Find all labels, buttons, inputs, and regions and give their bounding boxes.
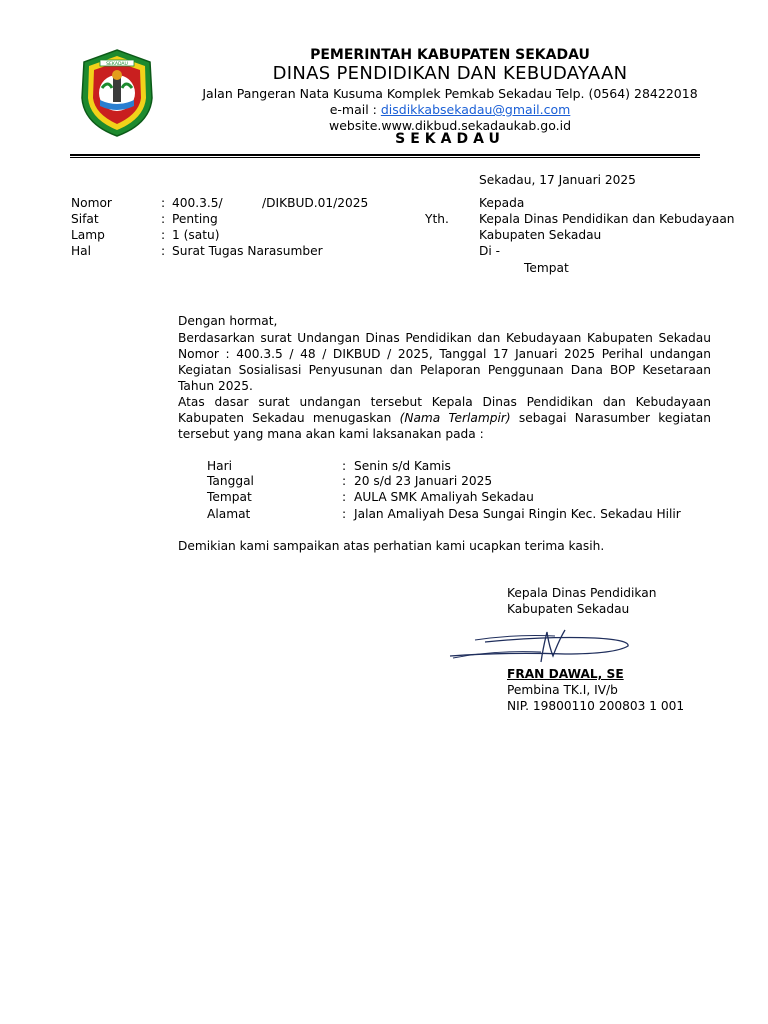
letter-date: Sekadau, 17 Januari 2025 [479, 173, 636, 187]
detail-label-hari: Hari [207, 459, 233, 473]
meta-value-sifat: Penting [172, 212, 218, 226]
body-paragraph-2 [178, 394, 711, 442]
detail-value-tempat: AULA SMK Amaliyah Sekadau [354, 490, 534, 504]
letterhead-divider-thick [70, 154, 700, 156]
signature-title-1: Kepala Dinas Pendidikan [507, 586, 657, 600]
detail-label-tempat: Tempat [207, 490, 252, 504]
recipient-line3: Di - [479, 244, 501, 258]
meta-sep: : [161, 244, 166, 258]
detail-sep: : [342, 490, 347, 504]
signatory-rank: Pembina TK.I, IV/b [507, 683, 618, 697]
meta-label-lamp: Lamp [71, 228, 105, 242]
meta-sep: : [161, 212, 166, 226]
email-link[interactable]: disdikkabsekadau@gmail.com [380, 102, 571, 117]
meta-sep: : [161, 196, 166, 210]
header-agency: DINAS PENDIDIKAN DAN KEBUDAYAAN [272, 63, 628, 84]
para2-text-a: Atas dasar surat undangan tersebut Kepala Dinas Pendidikan dan Kebudayaan Kabupaten Sekadau menugaskan [178, 395, 711, 426]
signatory-name: FRAN DAWAL, SE [507, 667, 624, 681]
detail-value-hari: Senin s/d Kamis [354, 459, 451, 473]
header-email-line [170, 102, 730, 117]
recipient-line2: Kabupaten Sekadau [479, 228, 602, 242]
para2-text-b: sebagai Narasumber kegiatan tersebut yang mana akan kami laksanakan pada : [178, 411, 711, 442]
detail-value-tanggal: 20 s/d 23 Januari 2025 [354, 474, 493, 488]
header-website: website.www.dikbud.sekadaukab.go.id [328, 118, 572, 133]
svg-text:SEKADAU: SEKADAU [106, 62, 128, 67]
detail-sep: : [342, 474, 347, 488]
detail-label-tanggal: Tanggal [207, 474, 254, 488]
header-government: PEMERINTAH KABUPATEN SEKADAU [310, 47, 590, 63]
closing-sentence: Demikian kami sampaikan atas perhatian kami ucapkan terima kasih. [178, 539, 605, 553]
kabupaten-sekadau-logo [78, 48, 156, 138]
meta-label-nomor: Nomor [71, 196, 112, 210]
body-paragraph-1: Berdasarkan surat Undangan Dinas Pendidikan dan Kebudayaan Kabupaten Sekadau Nomor : 400.3.5 / 48 / DIKBUD / 2025, Tanggal 17 Januari 2025 Perihal undangan Kegiatan Sosialisasi Penyusunan dan Pelaporan Penggunaan Dana BOP Kesetaraan Tahun 2025. [178, 331, 711, 394]
meta-value-lamp: 1 (satu) [172, 228, 220, 242]
meta-sep: : [161, 228, 166, 242]
detail-label-alamat: Alamat [207, 507, 251, 521]
letterhead-divider-thin [70, 157, 700, 158]
header-address: Jalan Pangeran Nata Kusuma Komplek Pemkab Sekadau Telp. (0564) 28422018 [202, 86, 698, 101]
signature-title-2: Kabupaten Sekadau [507, 602, 630, 616]
recipient-line4: Tempat [524, 261, 569, 275]
detail-value-alamat: Jalan Amaliyah Desa Sungai Ringin Kec. Sekadau Hilir [354, 507, 681, 521]
signatory-nip: NIP. 19800110 200803 1 001 [507, 699, 685, 713]
recipient-yth: Yth. [425, 212, 449, 226]
meta-value-hal: Surat Tugas Narasumber [172, 244, 323, 258]
detail-sep: : [342, 459, 347, 473]
email-label: e-mail : [329, 102, 381, 117]
meta-value-nomor-suffix: /DIKBUD.01/2025 [262, 196, 369, 210]
recipient-kepada: Kepada [479, 196, 525, 210]
recipient-line1: Kepala Dinas Pendidikan dan Kebudayaan [479, 212, 735, 226]
para2-italic: (Nama Terlampir) [399, 411, 511, 426]
greeting: Dengan hormat, [178, 314, 278, 328]
meta-label-hal: Hal [71, 244, 92, 258]
meta-value-nomor: 400.3.5/ [172, 196, 223, 210]
detail-sep: : [342, 507, 347, 521]
header-city: SEKADAU [395, 131, 505, 147]
handwritten-signature [445, 626, 635, 666]
meta-label-sifat: Sifat [71, 212, 99, 226]
